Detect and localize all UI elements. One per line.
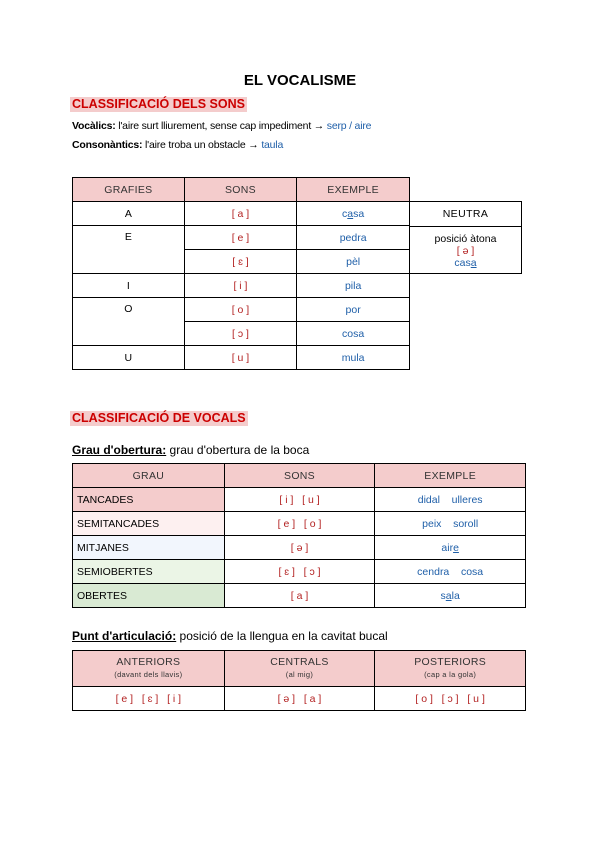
table-row	[73, 274, 410, 298]
articulacio-line	[72, 629, 388, 643]
header-posteriors: POSTERIORS (cap a la gola)	[375, 651, 526, 687]
table-row	[73, 488, 526, 512]
consonantics-example: taula	[261, 139, 284, 151]
header-anteriors: ANTERIORS (davant dels llavis)	[73, 651, 225, 687]
grau-cell: OBERTES	[73, 584, 225, 608]
exemple-cell: mula	[297, 346, 410, 370]
neutra-label: NEUTRA	[410, 202, 521, 227]
header-sons: SONS	[224, 464, 375, 488]
articulacio-text: posició de la llengua en la cavitat bucal	[176, 629, 388, 643]
consonantics-label: Consonàntics:	[72, 139, 143, 151]
so-cell: [ a ]	[184, 202, 297, 226]
table-row	[73, 560, 526, 584]
header-posteriors-sub: (cap a la gola)	[424, 670, 477, 679]
table-row	[73, 512, 526, 536]
posteriors-sons: [ o ] [ ɔ ] [ u ]	[375, 687, 526, 711]
obertura-label: Grau d'obertura:	[72, 443, 167, 457]
header-exemple: EXEMPLE	[375, 464, 526, 488]
grafia-cell: U	[73, 346, 185, 370]
consonantics-text: l'aire troba un obstacle →	[142, 139, 262, 151]
exemple-cell: sala	[375, 584, 526, 608]
table-row	[73, 226, 410, 250]
grau-cell: SEMIOBERTES	[73, 560, 225, 584]
vocalics-label: Vocàlics:	[72, 120, 116, 132]
grafia-cell: E	[73, 226, 185, 274]
section-heading-sons: CLASSIFICACIÓ DELS SONS	[72, 97, 245, 111]
neutra-desc: posició àtona	[434, 233, 497, 245]
sons-cell: [ i ] [ u ]	[224, 488, 375, 512]
grau-cell: SEMITANCADES	[73, 512, 225, 536]
neutra-box	[409, 201, 522, 274]
header-sons: SONS	[184, 178, 297, 202]
section-heading-vocals: CLASSIFICACIÓ DE VOCALS	[72, 411, 246, 425]
so-cell: [ ɔ ]	[184, 322, 297, 346]
page-title: EL VOCALISME	[243, 72, 357, 89]
so-cell: [ u ]	[184, 346, 297, 370]
grafia-cell: I	[73, 274, 185, 298]
exemple-cell: cendra cosa	[375, 560, 526, 584]
articulacio-table	[72, 650, 526, 711]
vocalics-line	[72, 120, 371, 132]
so-cell: [ e ]	[184, 226, 297, 250]
header-anteriors-sub: (davant dels llavis)	[114, 670, 183, 679]
exemple-cell: pedra	[297, 226, 410, 250]
header-centrals-sub: (al mig)	[285, 670, 314, 679]
sons-cell: [ e ] [ o ]	[224, 512, 375, 536]
header-centrals: CENTRALS (al mig)	[224, 651, 375, 687]
table-row	[73, 346, 410, 370]
header-exemple: EXEMPLE	[297, 178, 410, 202]
grau-table	[72, 463, 526, 608]
table-row	[73, 536, 526, 560]
exemple-cell: pila	[297, 274, 410, 298]
grafia-cell: A	[73, 202, 185, 226]
sons-cell: [ ə ]	[224, 536, 375, 560]
so-cell: [ o ]	[184, 298, 297, 322]
table-row	[73, 298, 410, 322]
obertura-line	[72, 443, 309, 457]
so-cell: [ i ]	[184, 274, 297, 298]
table-row	[73, 584, 526, 608]
header-grafies: GRAFIES	[73, 178, 185, 202]
neutra-example: casa	[454, 257, 477, 269]
table-row	[73, 202, 410, 226]
consonantics-line	[72, 139, 283, 151]
exemple-cell: cosa	[297, 322, 410, 346]
centrals-sons: [ ə ] [ a ]	[224, 687, 375, 711]
grafia-cell: O	[73, 298, 185, 346]
exemple-cell: pèl	[297, 250, 410, 274]
vocalics-text: l'aire surt lliurement, sense cap impediment →	[115, 120, 327, 132]
grau-cell: MITJANES	[73, 536, 225, 560]
anteriors-sons: [ e ] [ ɛ ] [ i ]	[73, 687, 225, 711]
exemple-cell: por	[297, 298, 410, 322]
exemple-cell: casa	[297, 202, 410, 226]
exemple-cell: aire	[375, 536, 526, 560]
vocalics-example: serp / aire	[326, 120, 372, 132]
sons-cell: [ ɛ ] [ ɔ ]	[224, 560, 375, 584]
exemple-cell: didal ulleres	[375, 488, 526, 512]
grafies-table	[72, 177, 410, 370]
header-grau: GRAU	[73, 464, 225, 488]
so-cell: [ ɛ ]	[184, 250, 297, 274]
obertura-text: grau d'obertura de la boca	[166, 443, 310, 457]
sons-cell: [ a ]	[224, 584, 375, 608]
grau-cell: TANCADES	[73, 488, 225, 512]
articulacio-label: Punt d'articulació:	[72, 629, 177, 643]
table-row	[73, 687, 526, 711]
neutra-so: [ ə ]	[456, 245, 475, 257]
exemple-cell: peix soroll	[375, 512, 526, 536]
